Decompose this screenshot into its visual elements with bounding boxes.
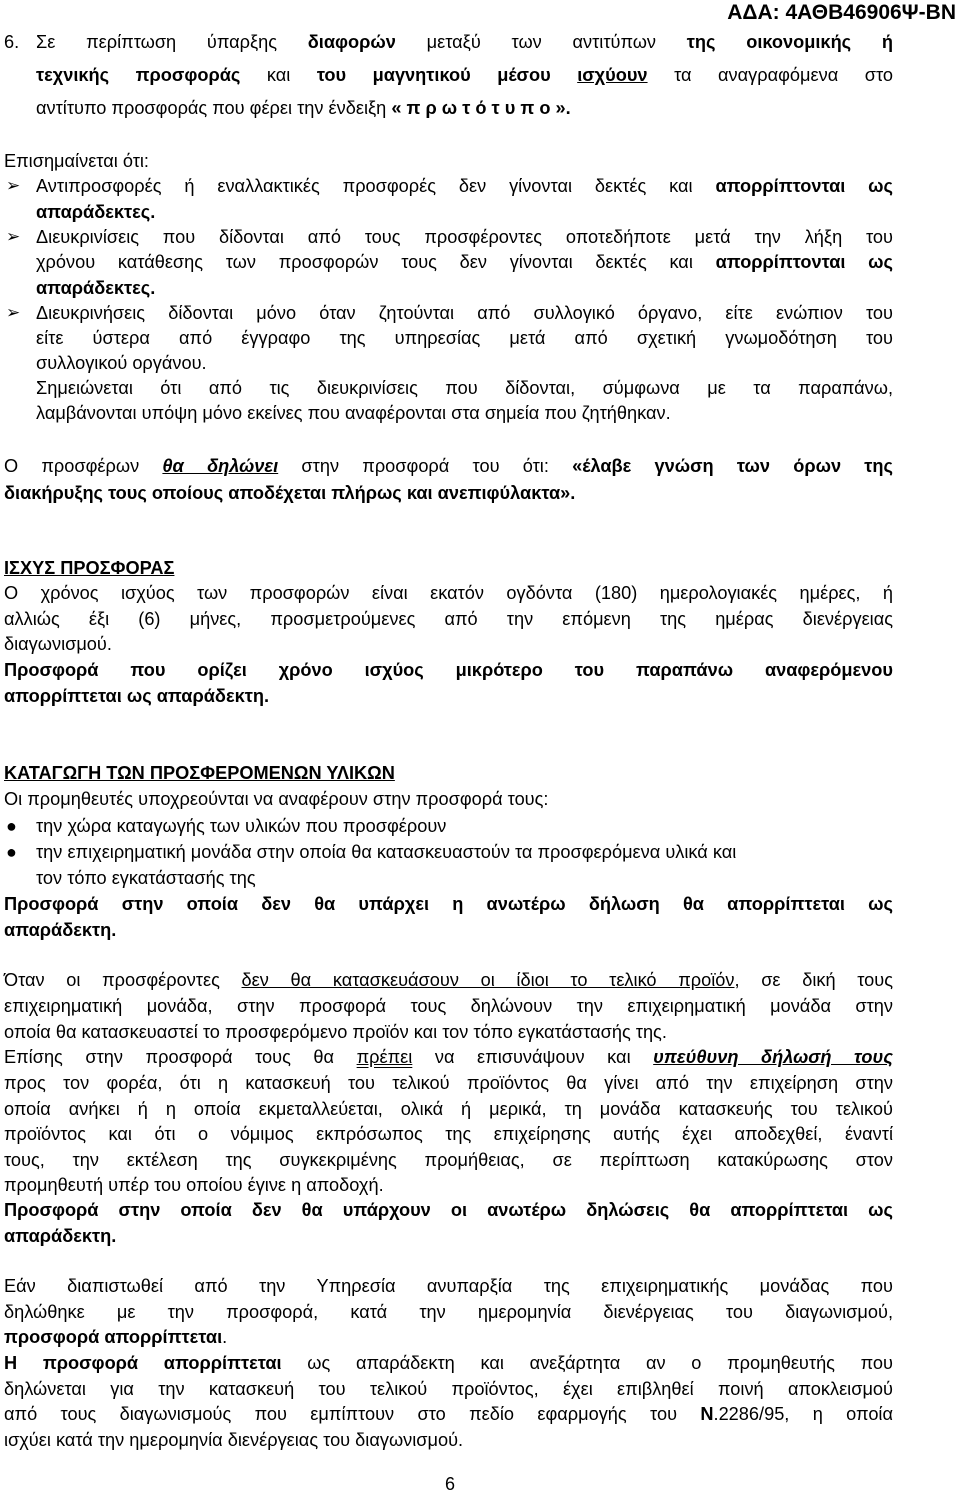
validity-line-1: Ο χρόνος ισχύος των προσφορών είναι εκατόν ογδόντα (180) ημερολογιακές ημέρες, ή xyxy=(4,583,893,603)
note-2-line-1: Διευκρινίσεις που δίδονται από τους προσφέροντες οποτεδήποτε μετά την λήξη του xyxy=(36,227,893,247)
manufacture-line-7: προϊόντος και ότι ο νόμιμος εκπρόσωπος της επιχείρησης αυτής έχει αποδεχθεί, έναντί xyxy=(4,1124,893,1144)
arrow-bullet-icon: ➢ xyxy=(6,227,21,246)
manufacture-rule-line-2: απαράδεκτη. xyxy=(4,1226,117,1246)
note-3-line-1: Διευκρινήσεις δίδονται μόνο όταν ζητούνται από συλλογικό όργανο, είτε ενώπιον του xyxy=(36,303,893,323)
origin-bullet-1: την χώρα καταγωγής των υλικών που προσφέρουν xyxy=(36,816,447,836)
page-number: 6 xyxy=(444,1474,455,1494)
note-2-line-2: χρόνου κατάθεσης των προσφορών τους δεν γίνονται δεκτές και απορρίπτονται ως xyxy=(36,252,894,272)
absence-line-5: δηλώνεται για την κατασκευή του τελικού προϊόντος, έχει επιβληθεί ποινή αποκλεισμού xyxy=(4,1379,893,1399)
note-4-line-1: Σημειώνεται ότι από τις διευκρινίσεις που δίδονται, σύμφωνα με τα παραπάνω, xyxy=(36,378,893,398)
item-6-line-3: αντίτυπο προσφοράς που φέρει την ένδειξη « π ρ ω τ ό τ υ π ο ». xyxy=(36,98,571,118)
ada-code: ΑΔΑ: 4ΑΘΒ46906Ψ-ΒΝ xyxy=(727,1,956,24)
item-6-line-1: Σε περίπτωση ύπαρξης διαφορών μεταξύ των αντιτύπων της οικονομικής ή xyxy=(36,32,893,52)
validity-line-3: διαγωνισμού. xyxy=(4,634,112,654)
origin-rule-line-2: απαράδεκτη. xyxy=(4,920,117,940)
absence-line-7: ισχύει κατά την ημερομηνία διενέργειας του διαγωνισμού. xyxy=(4,1430,464,1450)
arrow-bullet-icon: ➢ xyxy=(6,303,21,322)
manufacture-rule-line-1: Προσφορά στην οποία δεν θα υπάρχουν οι ανωτέρω δηλώσεις θα απορρίπτεται ως xyxy=(4,1200,893,1220)
bullet-dot-icon: ● xyxy=(6,842,17,862)
section-title: ΙΣΧΥΣ ΠΡΟΣΦΟΡΑΣ xyxy=(4,558,175,578)
manufacture-line-1: Όταν οι προσφέροντες δεν θα κατασκευάσουν οι ίδιοι το τελικό προϊόν, σε δική τους xyxy=(4,970,893,990)
manufacture-line-6: οποία ανήκει ή η οποία εκμεταλλεύεται, ολικά ή μερικά, τη μονάδα κατασκευής του τελικού xyxy=(4,1099,893,1119)
note-1-line-1: Αντιπροσφορές ή εναλλακτικές προσφορές δεν γίνονται δεκτές και απορρίπτονται ως xyxy=(36,176,894,196)
declaration-line-2: διακήρυξης τους οποίους αποδέχεται πλήρως και ανεπιφύλακτα». xyxy=(4,483,576,503)
note-2-line-3: απαράδεκτες. xyxy=(36,278,156,298)
validity-rule-line-1: Προσφορά που ορίζει χρόνο ισχύος μικρότερο του παραπάνω αναφερόμενου xyxy=(4,660,893,680)
note-1-line-2: απαράδεκτες. xyxy=(36,202,156,222)
absence-line-6: από τους διαγωνισμούς που εμπίπτουν στο πεδίο εφαρμογής του Ν.2286/95, η οποία xyxy=(4,1404,893,1424)
note-4-line-2: λαμβάνονται υπόψη μόνο εκείνες που αναφέρονται στα σημεία που ζητήθηκαν. xyxy=(36,403,671,423)
manufacture-line-8: τους, την εκτέλεση της συγκεκριμένης προμήθειας, σε περίπτωση κατακύρωσης στον xyxy=(4,1150,893,1170)
manufacture-line-3: οποία θα κατασκευαστεί το προσφερόμενο προϊόν και τον τόπο εγκατάστασής της. xyxy=(4,1022,667,1042)
manufacture-line-2: επιχειρηματική μονάδα, στην προσφορά τους δηλώνουν την επιχειρηματική μονάδα στην xyxy=(4,996,893,1016)
manufacture-line-9: προμηθευτή υπέρ του οποίου έγινε η αποδοχή. xyxy=(4,1175,384,1195)
note-3-line-2: είτε ύστερα από έγγραφο της υπηρεσίας μετά από σχετική γνωμοδότηση του xyxy=(36,328,893,348)
declaration-line-1: Ο προσφέρων θα δηλώνει στην προσφορά του ότι: «έλαβε γνώση των όρων της xyxy=(4,456,893,476)
absence-line-4: Η προσφορά απορρίπτεται ως απαράδεκτη και ανεξάρτητα αν ο προμηθευτής που xyxy=(4,1353,893,1373)
notes-intro: Επισημαίνεται ότι: xyxy=(4,151,149,171)
item-number: 6. xyxy=(4,32,20,52)
absence-line-2: δηλώθηκε με την προσφορά, κατά την ημερομηνία διενέργειας του διαγωνισμού, xyxy=(4,1302,893,1322)
manufacture-line-5: προς τον φορέα, ότι η κατασκευή του τελικού προϊόντος θα γίνει από την επιχείρηση στην xyxy=(4,1073,893,1093)
origin-rule-line-1: Προσφορά στην οποία δεν θα υπάρχει η ανωτέρω δήλωση θα απορρίπτεται ως xyxy=(4,894,893,914)
validity-line-2: αλλιώς έξι (6) μήνες, προσμετρούμενες από την επόμενη της ημέρας διενέργειας xyxy=(4,609,893,629)
absence-line-3: προσφορά απορρίπτεται. xyxy=(4,1327,228,1347)
item-6-line-2: τεχνικής προσφοράς και του μαγνητικού μέσου ισχύουν τα αναγραφόμενα στο xyxy=(36,65,893,85)
arrow-bullet-icon: ➢ xyxy=(6,176,21,195)
section-title: ΚΑΤΑΓΩΓΗ ΤΩΝ ΠΡΟΣΦΕΡΟΜΕΝΩΝ ΥΛΙΚΩΝ xyxy=(4,763,395,783)
manufacture-line-4: Επίσης στην προσφορά τους θα πρέπει να επισυνάψουν και υπεύθυνη δήλωσή τους xyxy=(4,1047,893,1067)
validity-rule-line-2: απορρίπτεται ως απαράδεκτη. xyxy=(4,686,270,706)
absence-line-1: Εάν διαπιστωθεί από την Υπηρεσία ανυπαρξία της επιχειρηματικής μονάδας που xyxy=(4,1276,893,1296)
origin-bullet-2-line-2: τον τόπο εγκατάστασής της xyxy=(36,868,256,888)
origin-intro: Οι προμηθευτές υποχρεούνται να αναφέρουν στην προσφορά τους: xyxy=(4,789,549,809)
note-3-line-3: συλλογικού οργάνου. xyxy=(36,353,207,373)
origin-bullet-2-line-1: την επιχειρηματική μονάδα στην οποία θα κατασκευαστούν τα προσφερόμενα υλικά και xyxy=(36,842,737,862)
bullet-dot-icon: ● xyxy=(6,816,17,836)
